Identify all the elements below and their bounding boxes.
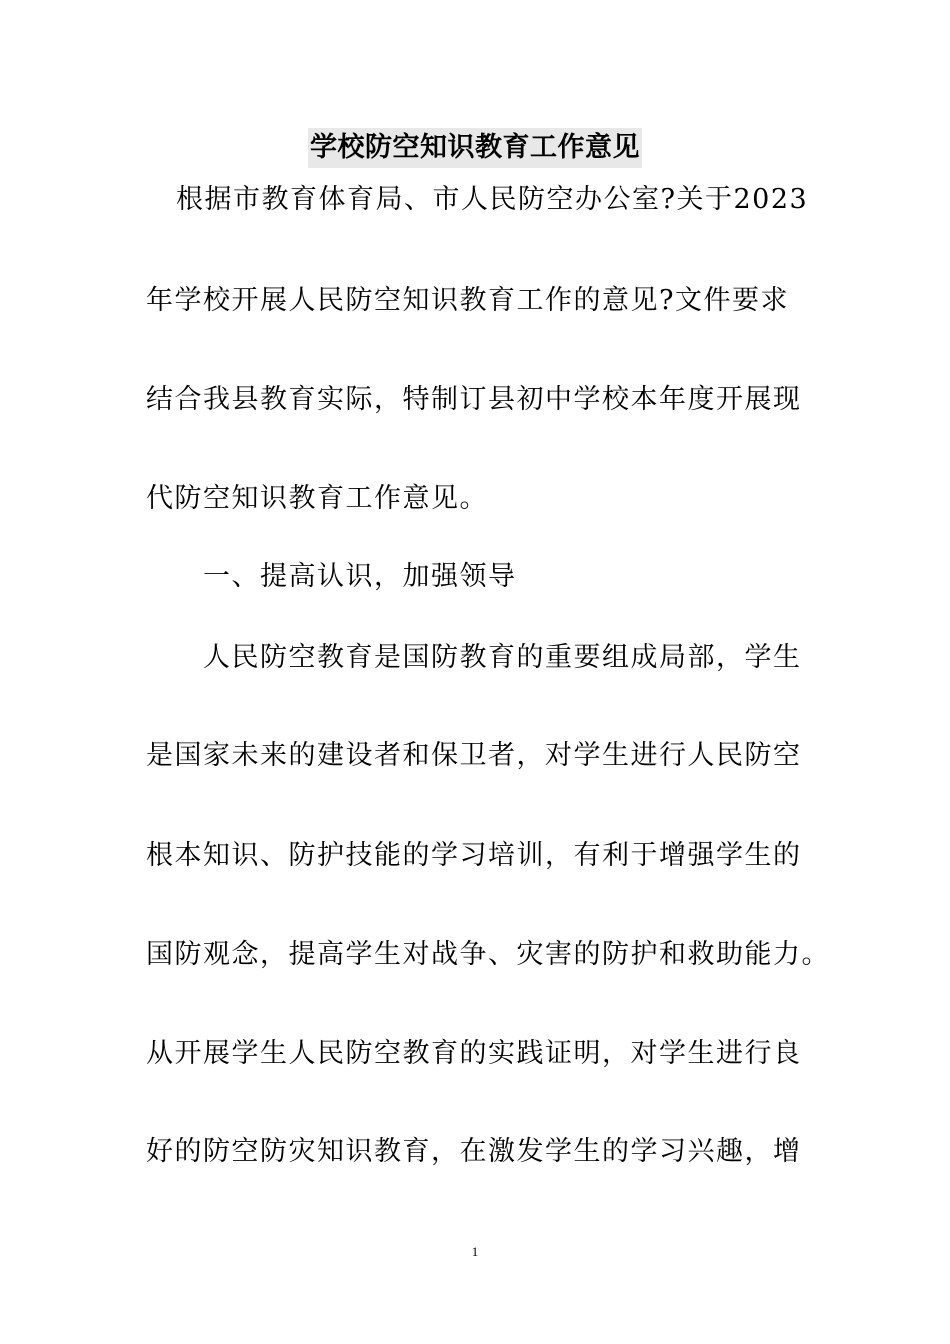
- paragraph-line: 人民防空教育是国防教育的重要组成局部，学生: [203, 642, 802, 673]
- paragraph-line: 从开展学生人民防空教育的实践证明，对学生进行良: [146, 1038, 802, 1069]
- paragraph-line: 结合我县教育实际，特制订县初中学校本年度开展现: [146, 384, 802, 415]
- paragraph-line: 代防空知识教育工作意见。: [146, 483, 488, 514]
- paragraph-line: 根据市教育体育局、市人民防空办公室?关于2023: [176, 184, 809, 215]
- paragraph-line: 根本知识、防护技能的学习培训，有利于增强学生的: [146, 840, 802, 871]
- title-container: [0, 128, 950, 168]
- section-heading: 一、提高认识，加强领导: [203, 561, 517, 592]
- paragraph-line: 国防观念，提高学生对战争、灾害的防护和救助能力。: [146, 939, 830, 970]
- page-number: 1: [471, 1244, 479, 1259]
- paragraph-line: 年学校开展人民防空知识教育工作的意见?文件要求: [146, 285, 789, 316]
- paragraph-line: 好的防空防灾知识教育，在激发学生的学习兴趣，增: [146, 1136, 802, 1167]
- paragraph-line: 是国家未来的建设者和保卫者，对学生进行人民防空: [146, 740, 802, 771]
- document-title: 学校防空知识教育工作意见: [308, 128, 642, 168]
